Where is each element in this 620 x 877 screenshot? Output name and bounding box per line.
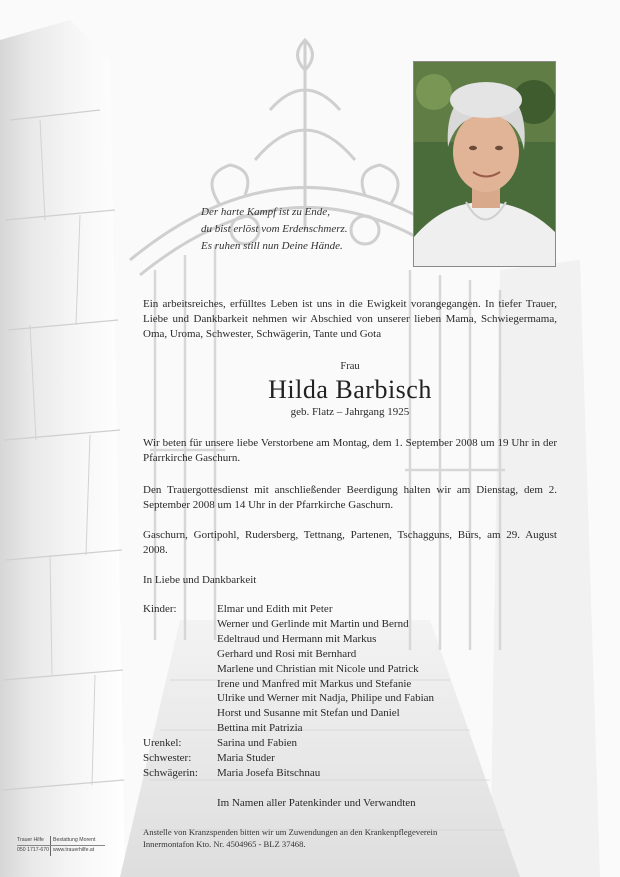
family-row — [143, 721, 434, 736]
family-row — [143, 602, 434, 617]
donation-line: Anstelle von Kranzspenden bitten wir um Zuwendungen an den Krankenpflegeverein — [143, 827, 438, 837]
logo-company: Bestattung Morent — [53, 837, 96, 843]
family-label — [143, 691, 217, 706]
family-row — [143, 647, 434, 662]
family-value: Marlene und Christian mit Nicole und Patrick — [217, 662, 419, 675]
family-value: Bettina mit Patrizia — [217, 722, 303, 735]
love-line: In Liebe und Dankbarkeit — [143, 574, 257, 586]
family-value: Maria Josefa Bitschnau — [217, 766, 321, 779]
birth-info: geb. Flatz – Jahrgang 1925 — [290, 406, 410, 418]
donation-line: Innermontafon Kto. Nr. 4504965 - BLZ 37468. — [143, 838, 306, 849]
family-value: Sarina und Fabien — [217, 737, 298, 750]
family-value: Gerhard und Rosi mit Bernhard — [217, 647, 357, 660]
family-row — [143, 751, 434, 766]
closing-line: Im Namen aller Patenkinder und Verwandten — [217, 797, 416, 809]
deceased-name: Hilda Barbisch — [268, 375, 432, 404]
family-value: Irene und Manfred mit Markus und Stefanie — [217, 677, 412, 690]
family-row — [143, 736, 434, 751]
family-label — [143, 647, 217, 662]
family-row — [143, 706, 434, 721]
family-row — [143, 691, 434, 706]
family-row — [143, 766, 434, 781]
family-label — [143, 706, 217, 721]
intro-paragraph: Ein arbeitsreiches, erfülltes Leben ist uns in die Ewigkeit vorangegangen. In tiefer Trauer, Liebe und Dankbarkeit nehmen wir Abschied von unserer lieben Mama, Schwiegermama, Oma, Uroma, Schwester, Schwägerin, Tante und Gota — [143, 298, 557, 340]
family-label: Urenkel: — [143, 737, 182, 750]
logo-phone: 050 1717-670 — [17, 847, 50, 853]
family-row — [143, 632, 434, 647]
family-value: Horst und Susanne mit Stefan und Daniel — [217, 707, 400, 720]
poem-line: Der harte Kampf ist zu Ende, — [201, 206, 330, 218]
family-row — [143, 677, 434, 692]
family-value: Werner und Gerlinde mit Martin und Bernd — [217, 617, 409, 630]
salutation: Frau — [340, 361, 360, 372]
family-row — [143, 662, 434, 677]
funeral-paragraph: Den Trauergottesdienst mit anschließender Beerdigung halten wir am Dienstag, dem 2. September 2008 um 14 Uhr in der Pfarrkirche Gaschurn. — [143, 484, 557, 511]
family-label — [143, 677, 217, 692]
family-label — [143, 617, 217, 632]
family-value: Edeltraud und Hermann mit Markus — [217, 632, 377, 645]
family-label: Schwägerin: — [143, 766, 198, 779]
family-label — [143, 721, 217, 736]
logo-brand: Trauer Hilfe — [17, 837, 44, 843]
family-row — [143, 617, 434, 632]
poem-line: Es ruhen still nun Deine Hände. — [201, 240, 343, 252]
places-date-paragraph: Gaschurn, Gortipohl, Rudersberg, Tettnang, Partenen, Tschagguns, Bürs, am 29. August 2008. — [143, 529, 557, 556]
prayer-paragraph: Wir beten für unsere liebe Verstorbene am Montag, dem 1. September 2008 um 19 Uhr in der Pfarrkirche Gaschurn. — [143, 437, 557, 464]
logo-divider — [50, 836, 51, 856]
family-value: Elmar und Edith mit Peter — [217, 603, 333, 615]
family-label — [143, 632, 217, 647]
family-list — [143, 602, 434, 781]
donation-note — [143, 827, 437, 850]
family-label: Kinder: — [143, 603, 177, 615]
family-label: Schwester: — [143, 752, 192, 765]
family-value: Maria Studer — [217, 752, 275, 765]
logo-website: www.trauerhilfe.at — [53, 847, 95, 853]
poem-line: du bist erlöst vom Erdenschmerz. — [201, 223, 348, 235]
family-value: Ulrike und Werner mit Nadja, Philipe und Fabian — [217, 692, 435, 705]
portrait-photo — [413, 61, 556, 267]
poem — [201, 204, 348, 255]
family-label — [143, 662, 217, 677]
